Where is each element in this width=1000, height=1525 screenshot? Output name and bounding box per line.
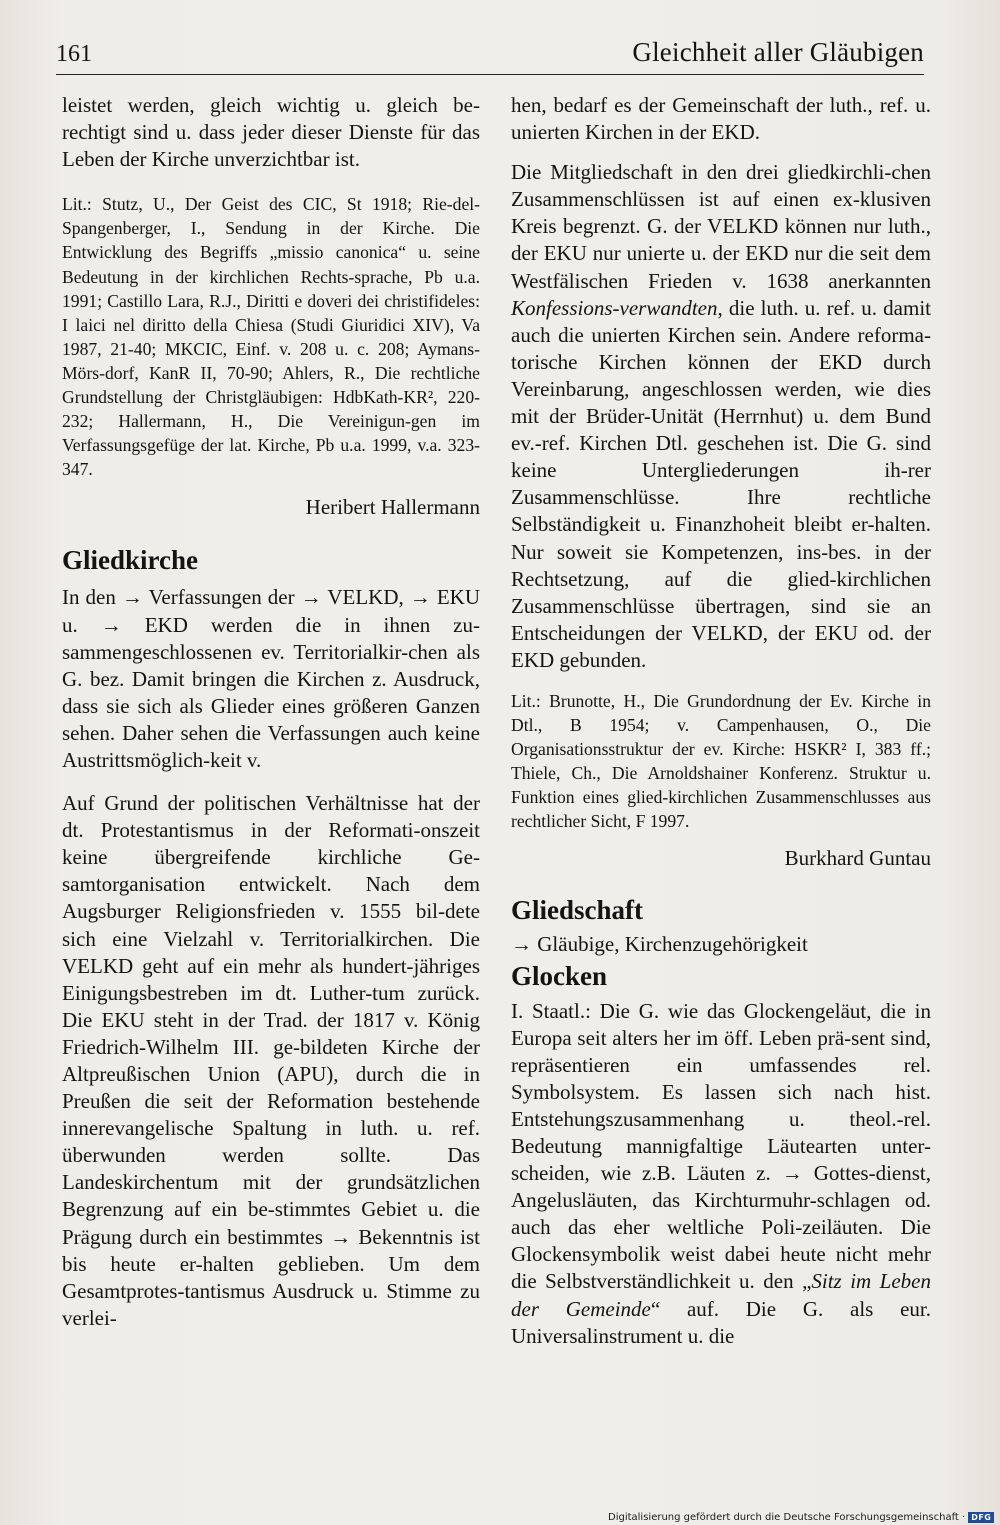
dfg-logo: DFG [968,1512,994,1523]
left-column [62,92,480,1332]
text-run: Die Mitgliedschaft in den drei gliedkirchli-chen Zusammenschlüssen ist auf einen ex-klusiven Kreis begrenzt. G. der VELKD können nur luth., der EKU nur unierte u. der EKD nur die seit dem Westfälischen Frieden v. 1638 anerkannten [511,160,931,293]
running-header [56,28,924,75]
author-signature: Burkhard Guntau [784,845,931,870]
literature-list: Lit.: Brunotte, H., Die Grundordnung der Ev. Kirche in Dtl., B 1954; v. Campenhausen, O., Die Organisationsstruktur der ev. Kirche: HSKR² I, 383 ff.; Thiele, Ch., Die Arnoldshainer Konferenz. Struktur u. Funktion eines glied-kirchlichen Zusammenschlusses aus rechtlicher Sicht, F 1997. [511,690,931,832]
body-paragraph [511,159,931,674]
continuation-paragraph: leistet werden, gleich wichtig u. gleich be-rechtigt sind u. dass jeder dieser Dienste für das Leben der Kirche unverzichtbar ist. [62,93,480,172]
running-title: Gleichheit aller Gläubigen [632,37,924,67]
italic-term: Konfessions-verwandten [511,295,718,320]
digitization-footer [608,1510,994,1524]
entry-heading-glocken: Glocken [511,960,608,991]
body-paragraph: Auf Grund der politischen Verhältnisse hat der dt. Protestantismus in der Reformati-onszeit keine übergreifende kirchliche Ge-samtorganisation entwickelt. Nach dem Augsburger Religionsfrieden v. 1555 bil-dete sich eine Vielzahl v. Territorialkirchen. Die VELKD geht auf ein mehr als hundert-jähriges Einigungsbestreben im dt. Luther-tum zurück. Die EKU steht in der Trad. der 1817 v. König Friedrich-Wilhelm III. ge-bildeten Kirche der Altpreußischen Union (APU), durch die in Preußen die seit der Reformation bestehende innerevangelische Spaltung in luth. u. ref. überwunden werden sollte. Das Landeskirchentum mit der grundsätzlichen Begrenzung auf ein be-stimmtes Gebiet u. die Prägung durch ein bestimmtes → Bekenntnis ist bis heute er-halten geblieben. Um dem Gesamtprotes-tantismus Ausdruck u. Stimme zu verlei- [62,791,480,1330]
italic-term: Sitz im Leben der Gemeinde [511,1269,931,1321]
body-paragraph: hen, bedarf es der Gemeinschaft der luth., ref. u. unierten Kirchen in der EKD. [511,93,931,145]
cross-reference: → Gläubige, Kirchenzugehörigkeit [511,931,808,956]
text-run: , die luth. u. ref. u. damit auch die unierten Kirchen sein. Andere reforma-torische Kirchen können der EKD durch Vereinbarung, angeschlossen werden, wie dies mit der Brüder-Unität (Herrnhut) u. dem Bund ev.-ref. Kirchen Dtl. geschehen ist. Die G. sind keine Untergliederungen ih-rer Zusammenschlüsse. Ihre rechtliche Selbständigkeit u. Finanzhoheit bleibt er-halten. Nur soweit sie Kompetenzen, ins-bes. in der Rechtsetzung, auf die glied-kirchlichen Zusammenschlüsse übertragen, sind sie an Entscheidungen der VELKD, der EKU od. der EKD gebunden. [511,295,931,672]
literature-list: Lit.: Stutz, U., Der Geist des CIC, St 1918; Rie-del-Spangenberger, I., Sendung in der Kirche. Die Entwicklung des Begriffs „missio canonica“ u. seine Bedeutung in der kirchlichen Rechts-sprache, Pb u.a. 1991; Castillo Lara, R.J., Diritti e doveri dei christifideles: I laici nel diritto della Chiesa (Studi Giuridici XIV), Va 1987, 21-40; MKCIC, Einf. v. 208 u. c. 208; Aymans-Mörs-dorf, KanR II, 70-90; Ahlers, R., Die rechtliche Grundstellung der Christgläubigen: HdbKath-KR², 220-232; Hallermann, H., Die Vereinigun-gen im Verfassungsgefüge der lat. Kirche, Pb u.a. 1999, v.a. 323-347. [62,194,480,480]
entry-heading-gliedschaft: Gliedschaft [511,894,643,925]
entry-heading-gliedkirche: Gliedkirche [62,545,199,576]
text-run: I. Staatl.: Die G. wie das Glockengeläut, die in Europa seit alters her im öff. Leben prä-sent sind, repräsentieren ein umfassendes rel. Symbolsystem. Es lassen sich nach hist. Entstehungszusammenhang u. theol.-rel. Bedeutung mannigfaltige Läutearten unter-scheiden, wie z.B. Läuten z. → Gottes-dienst, Angelusläuten, das Kirchturmuhr-schlagen od. auch das eher weltliche Poli-zeiläuten. Die Glockensymbolik weist dabei heute nicht mehr die Selbstverständlichkeit u. den „ [511,998,931,1294]
body-paragraph [511,998,931,1350]
footer-credit: Digitalisierung gefördert durch die Deutsche Forschungsgemeinschaft · [608,1511,966,1523]
text-run: “ auf. Die G. als eur. Universalinstrument u. die [511,1296,931,1348]
author-signature: Heribert Hallermann [305,495,480,520]
page-number: 161 [56,41,92,67]
body-paragraph: In den → Verfassungen der → VELKD, → EKU u. → EKD werden die in ihnen zu-sammengeschlossenen ev. Territorialkir-chen als G. bez. Damit bringen die Kirchen z. Ausdruck, dass sie sich als Glieder eines größeren Ganzen sehen. Daher sehen die Verfassungen auch keine Austrittsmöglich-keit v. [62,585,480,772]
right-column [511,92,931,1350]
